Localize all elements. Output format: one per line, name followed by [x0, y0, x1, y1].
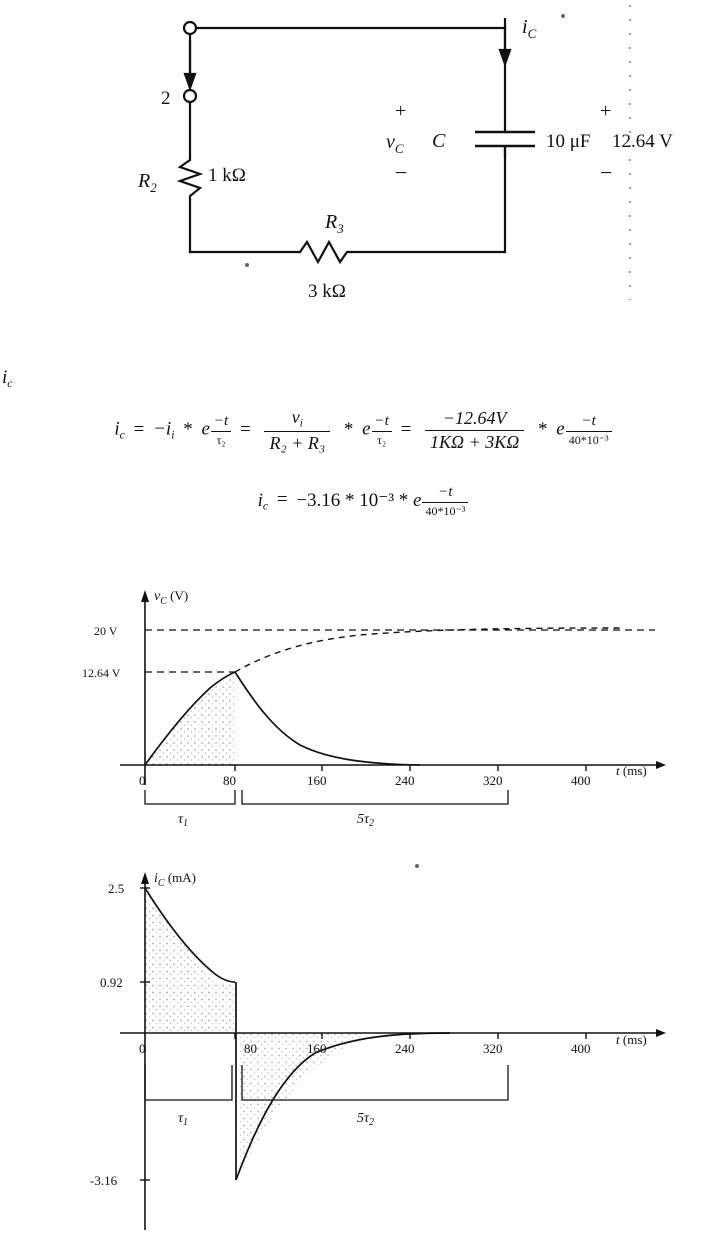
capacitor-symbol [475, 132, 535, 157]
capacitor-voltage-plot [60, 580, 700, 840]
xtick-240: 240 [395, 773, 415, 788]
xtick-160: 160 [307, 773, 327, 788]
equation-line-2: $i_c = -3.16 * 10^{-3} * e$ $\frac{-t}{\text{40*10⁻³}}$ [0, 484, 726, 519]
x-axis-label-time: t (ms) [616, 763, 647, 778]
xtick-80: 80 [223, 773, 236, 788]
value-r3: 3 kΩ [308, 281, 346, 302]
label-capacitor-c: C [432, 130, 446, 152]
xtick2-240: 240 [395, 1041, 415, 1056]
xtick-0: 0 [139, 773, 146, 788]
equation-block [0, 355, 726, 519]
xtick-400: 400 [571, 773, 591, 788]
xtick2-320: 320 [483, 1041, 503, 1056]
ytick-092: 0.92 [100, 975, 123, 990]
label-ic: $i_C$ [522, 16, 537, 41]
terminal-node-2 [184, 90, 196, 102]
exponent-3: $\frac{-t}{\text{40*10⁻³}}$ [566, 413, 612, 448]
equation-line-1: $i_c = -i_i * e$ $\frac{-t}{\text{τ₂}}$ = $\frac{v_i}{\text{R₂ + R₃}}$ * e $\frac{-t}{\text{τ₂}}$ = $\frac{-12.64V}{1K\Omega + 3K\Omega}$ * e $\frac{-t}{\text{40*10⁻³}}$ [0, 407, 726, 454]
xtick2-400: 400 [571, 1041, 591, 1056]
xtick2-160: 160 [307, 1041, 327, 1056]
ytick-25: 2.5 [108, 881, 125, 896]
curve-charging-dashed [235, 628, 620, 672]
capacitance-value: 10 μF [546, 131, 591, 152]
cap-minus-sign: − [395, 160, 408, 185]
ytick-neg316: -3.16 [90, 1173, 118, 1188]
resistor-r2 [180, 160, 200, 200]
current-arrow-ic [500, 18, 510, 64]
source-plus-sign: + [600, 100, 612, 122]
y-axis-label-vc: $v_C$ (V) [154, 588, 189, 607]
ic-section-label: $i_c$ [2, 367, 13, 390]
annotation-tau1-2: $\tau_1$ [178, 1111, 189, 1128]
curve-discharging [235, 672, 420, 765]
ytick-20v: 20 V [94, 624, 118, 638]
x-axis-label-time-2: t (ms) [616, 1032, 647, 1047]
capacitor-current-plot [60, 850, 700, 1240]
exponent-1: $\frac{-t}{\text{τ₂}}$ [211, 413, 231, 448]
fraction-vi-over-r: $\frac{v_i}{\text{R₂ + R₃}}$ [264, 407, 330, 454]
fraction-voltage-over-resistance: $\frac{-12.64V}{1K\Omega + 3K\Omega}$ [425, 408, 524, 453]
terminal-top [184, 22, 196, 34]
node-label-2: 2 [161, 88, 171, 109]
annotation-tau1: $\tau_1$ [178, 812, 189, 829]
value-r2: 1 kΩ [208, 165, 246, 186]
label-r2: $R_2$ [138, 170, 157, 195]
xtick2-80: 80 [244, 1041, 257, 1056]
label-vc: $v_C$ [386, 131, 404, 156]
ytick-1264v: 12.64 V [82, 666, 121, 680]
xtick2-0: 0 [139, 1041, 146, 1056]
xtick-320: 320 [483, 773, 503, 788]
annotation-5tau2: $5\tau_2$ [357, 812, 375, 829]
source-voltage-value: 12.64 V [612, 131, 673, 152]
exponent-2: $\frac{-t}{\text{τ₂}}$ [372, 413, 392, 448]
source-minus-sign: − [600, 160, 613, 185]
circuit-diagram [0, 0, 726, 320]
annotation-5tau2-2: $5\tau_2$ [357, 1111, 375, 1128]
cap-plus-sign: + [395, 100, 407, 122]
label-r3: $R_3$ [325, 211, 344, 236]
y-axis-label-ic: $i_C$ (mA) [154, 870, 196, 889]
resistor-r3 [300, 242, 352, 262]
exponent-4: $\frac{-t}{\text{40*10⁻³}}$ [422, 484, 468, 519]
